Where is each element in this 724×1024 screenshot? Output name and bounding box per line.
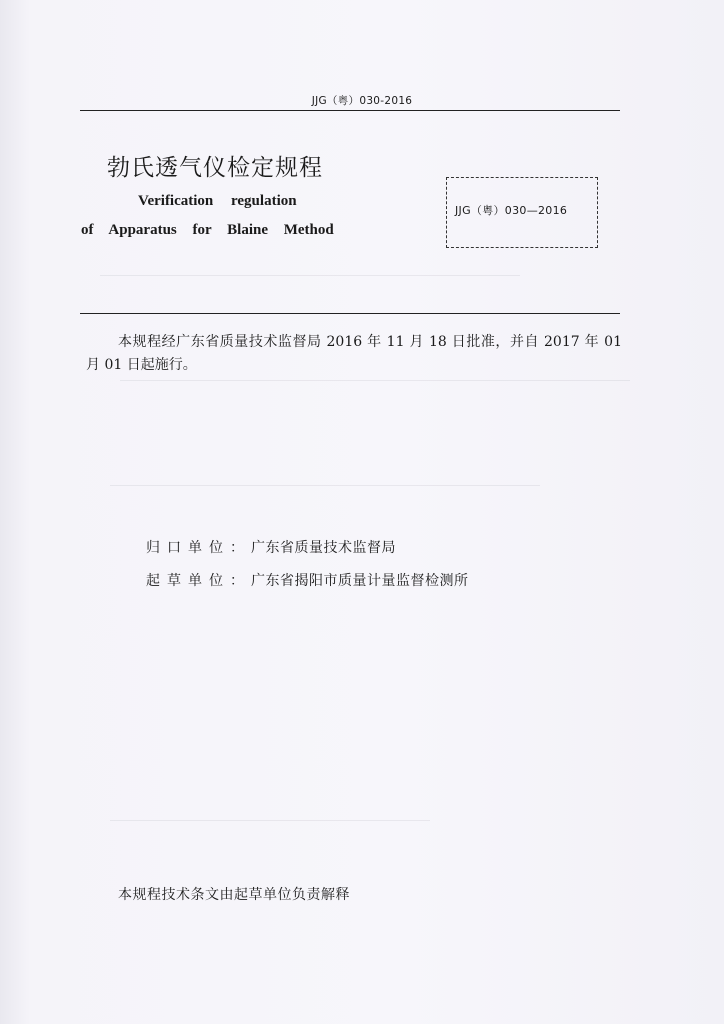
header-standard-code: JJG（粤）030-2016 xyxy=(311,95,413,107)
show-through-line xyxy=(110,485,540,486)
standard-code-box xyxy=(446,177,598,248)
show-through-line xyxy=(110,820,430,821)
drafting-unit-row xyxy=(146,570,469,590)
title-english-line-2: of Apparatus for Blaine Method xyxy=(81,222,334,238)
drafting-unit-label: 起草单位： xyxy=(146,573,251,589)
approval-statement: 本规程经广东省质量技术监督局 2016 年 11 月 18 日批准，并自 2017 年 01 月 01 日起施行。 xyxy=(86,334,622,373)
interpretation-note: 本规程技术条文由起草单位负责解释 xyxy=(118,887,350,903)
responsible-unit-row xyxy=(146,537,396,557)
show-through-line xyxy=(120,380,630,381)
responsible-unit-label: 归口单位： xyxy=(146,540,251,556)
drafting-unit-value: 广东省揭阳市质量计量监督检测所 xyxy=(251,573,469,589)
title-chinese: 勃氏透气仪检定规程 xyxy=(107,155,323,181)
standard-code-box-text: JJG（粤）030—2016 xyxy=(455,204,568,217)
responsible-unit-value: 广东省质量技术监督局 xyxy=(251,540,396,556)
show-through-line xyxy=(100,275,520,276)
title-rule xyxy=(80,313,620,314)
header-rule xyxy=(80,110,620,111)
title-english-line-1: Verification regulation xyxy=(138,193,297,209)
